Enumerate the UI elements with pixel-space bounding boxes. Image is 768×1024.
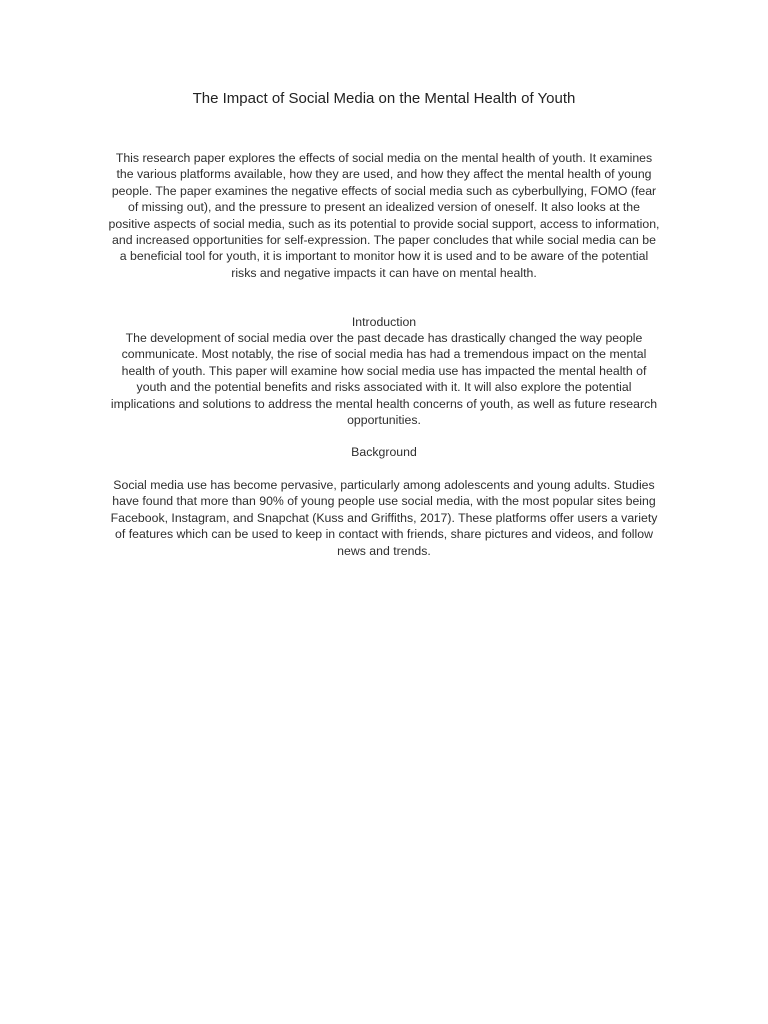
section-heading-introduction: Introduction	[351, 315, 417, 329]
paper-title: The Impact of Social Media on the Mental Health of Youth	[192, 90, 576, 107]
section-heading-background: Background	[351, 445, 417, 459]
section-body-background: Social media use has become pervasive, particularly among adolescents and young adults. Studies have found that more than 90% of young people use social media, with the most popular sites being Facebook, Instagram, and Snapchat (Kuss and Griffiths, 2017). These platforms offer users a variety of features which can be used to keep in contact with friends, share pictures and videos, and follow news and trends.	[110, 478, 658, 558]
abstract-paragraph: This research paper explores the effects of social media on the mental health of youth. It examines the various platforms available, how they are used, and how they affect the mental health of young people. The paper examines the negative effects of social media such as cyberbullying, FOMO (fear of missing out), and the pressure to present an idealized version of oneself. It also looks at the positive aspects of social media, such as its potential to provide social support, access to information, and increased opportunities for self-expression. The paper concludes that while social media can be a beneficial tool for youth, it is important to monitor how it is used and to be aware of the potential risks and negative impacts it can have on mental health.	[108, 151, 660, 280]
section-body-introduction: The development of social media over the past decade has drastically changed the way people communicate. Most notably, the rise of social media has had a tremendous impact on the mental health of youth. This paper will examine how social media use has impacted the mental health of youth and the potential benefits and risks associated with it. It will also explore the potential implications and solutions to address the mental health concerns of youth, as well as future research opportunities.	[110, 331, 658, 428]
